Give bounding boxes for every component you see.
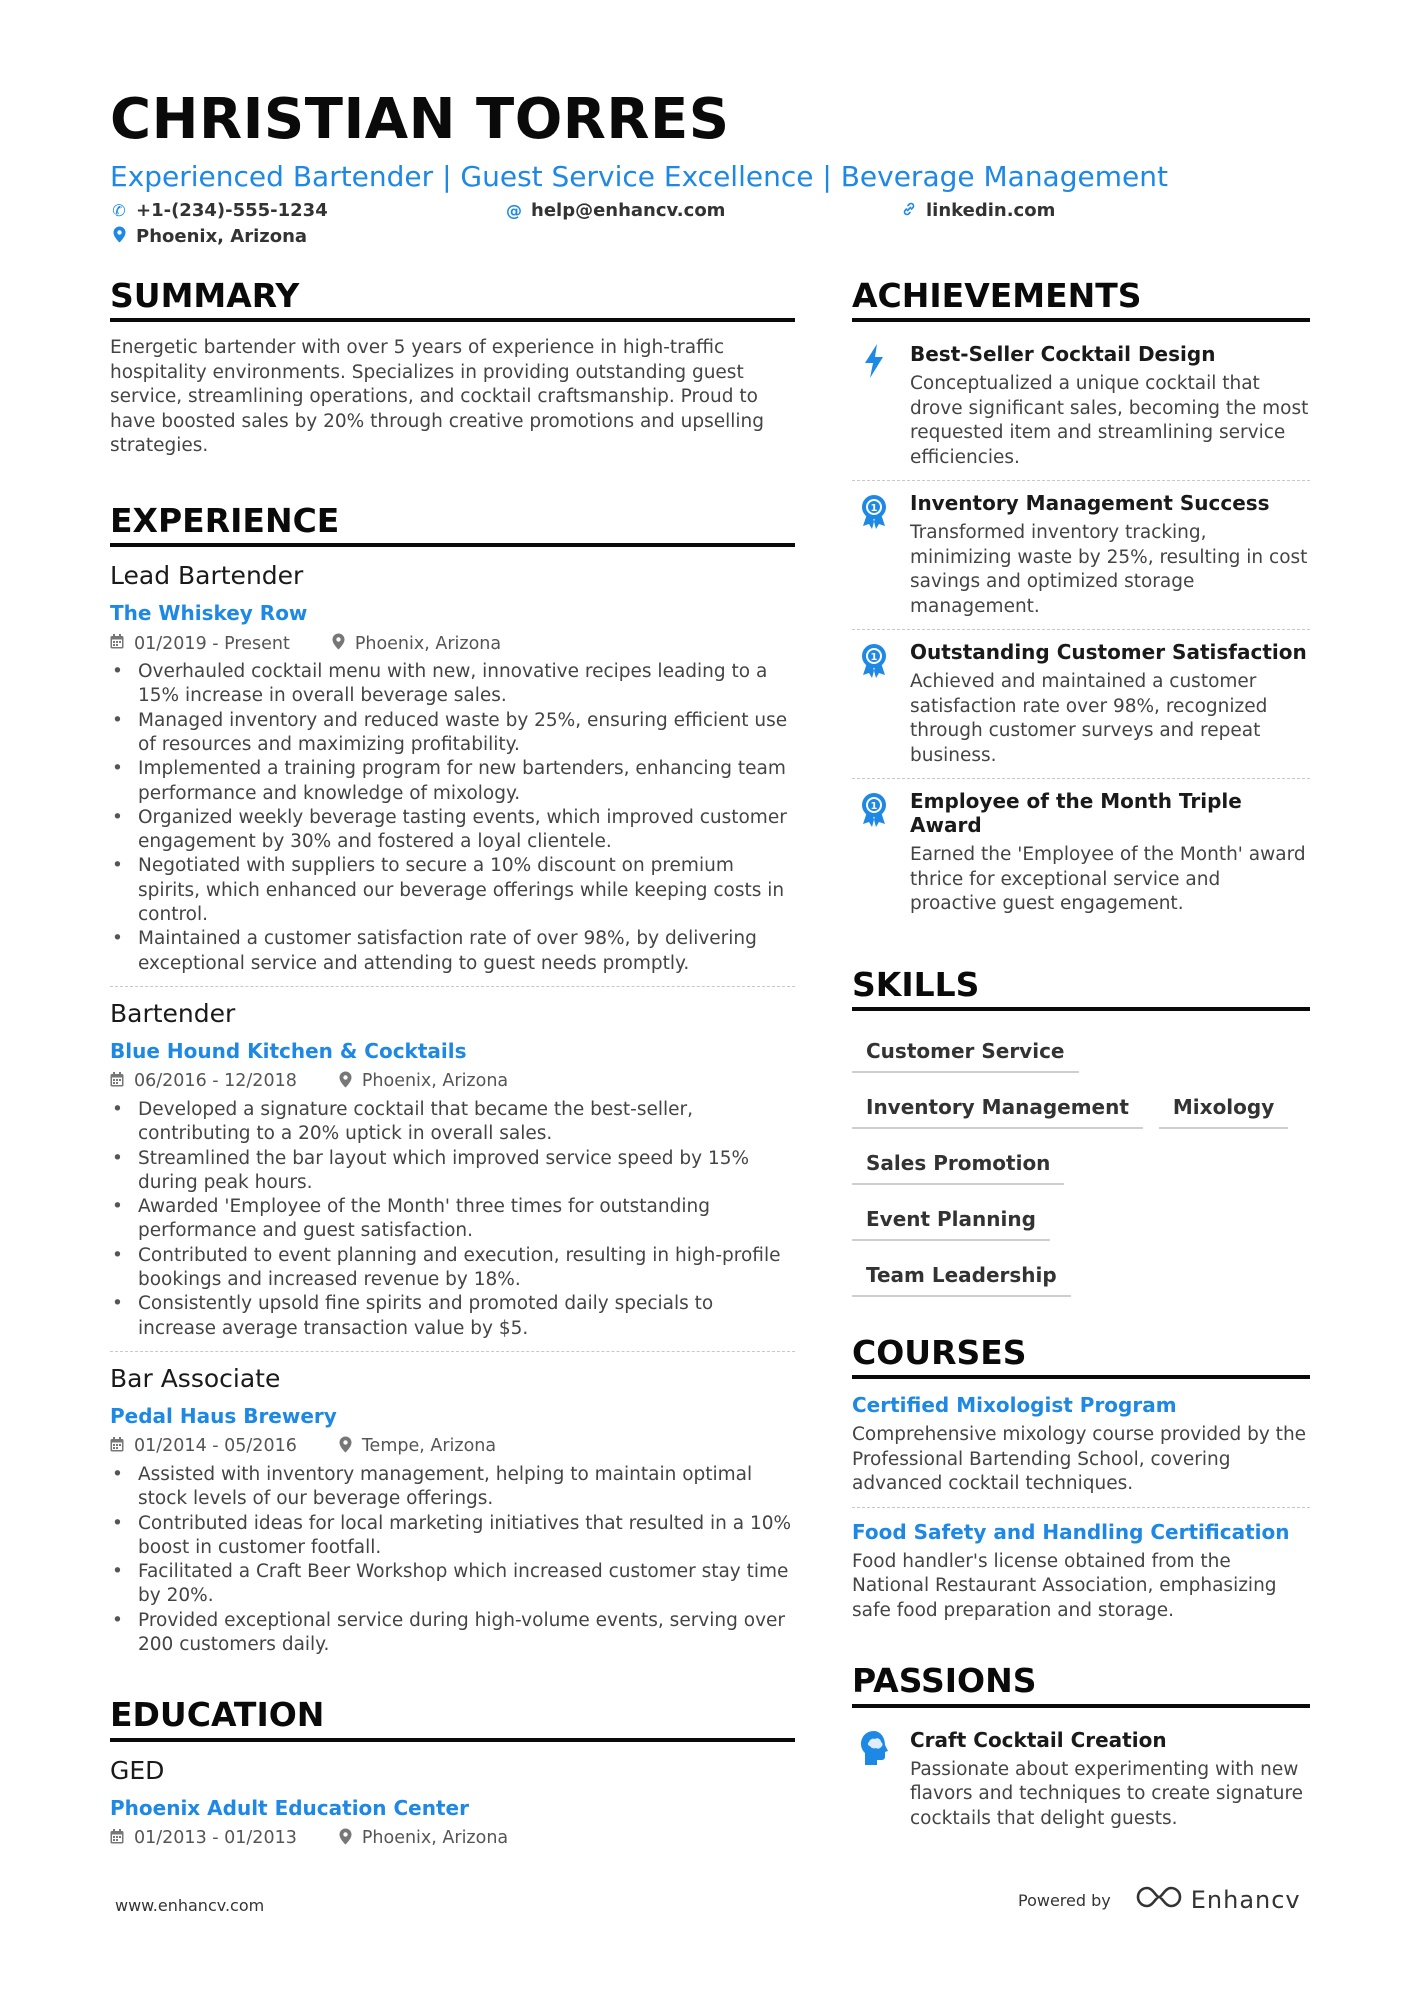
skills-section bbox=[852, 964, 1310, 1297]
location-pin-icon bbox=[110, 226, 128, 247]
contact-location bbox=[110, 226, 307, 247]
course-title: Certified Mixologist Program bbox=[852, 1393, 1177, 1418]
svg-text:1: 1 bbox=[870, 652, 878, 664]
job-title: Bar Associate bbox=[110, 1363, 281, 1393]
skills-heading: SKILLS bbox=[852, 967, 1310, 1011]
job-meta bbox=[110, 1071, 795, 1092]
company-name: Blue Hound Kitchen & Cocktails bbox=[110, 1038, 467, 1063]
job-dates: 01/2019 - Present bbox=[134, 633, 290, 654]
job-title: Bartender bbox=[110, 998, 236, 1028]
footer-branding bbox=[1018, 1884, 1301, 1916]
award-ribbon-icon bbox=[852, 789, 896, 917]
achievement-text: Conceptualized a unique cocktail that drove significant sales, becoming the most requested item and streamlining service efficiencies. bbox=[910, 373, 1309, 468]
bullet-item: • Overhauled cocktail menu with new, innovative recipes leading to a 15% increase in overall beverage sales. bbox=[110, 660, 795, 709]
job-location: Phoenix, Arizona bbox=[361, 1071, 509, 1092]
candidate-name: CHRISTIAN TORRES bbox=[110, 87, 730, 152]
bullet-item: • Awarded 'Employee of the Month' three times for outstanding performance and guest satisfaction. bbox=[110, 1195, 795, 1244]
job-entry bbox=[110, 999, 795, 1341]
bullet-item: • Managed inventory and reduced waste by 25%, ensuring efficient use of resources and maximizing profitability. bbox=[110, 709, 795, 758]
skill-tag: Mixology bbox=[1159, 1087, 1288, 1129]
summary-heading: SUMMARY bbox=[110, 278, 795, 322]
passion-title: Craft Cocktail Creation bbox=[910, 1727, 1167, 1752]
enhancv-logo-icon bbox=[1135, 1884, 1183, 1916]
skill-tag: Customer Service bbox=[852, 1031, 1079, 1073]
achievement-text: Transformed inventory tracking, minimizing waste by 25%, resulting in cost savings and optimized storage management. bbox=[910, 522, 1308, 617]
achievement-item bbox=[852, 634, 1310, 778]
location-pin-icon bbox=[339, 1828, 352, 1849]
job-bullets bbox=[110, 1463, 795, 1657]
summary-text: Energetic bartender with over 5 years of experience in high-traffic hospitality environments. Specializes in providing outstanding guest service, streamlining operations, and cocktail craftsmanship. Proud to have boosted sales by 20% through creative promotions and upselling strategies. bbox=[110, 337, 765, 457]
bullet-item: • Contributed ideas for local marketing initiatives that resulted in a 10% boost in customer footfall. bbox=[110, 1512, 795, 1561]
contact-phone[interactable] bbox=[110, 200, 328, 221]
company-name: Pedal Haus Brewery bbox=[110, 1403, 337, 1428]
bolt-icon bbox=[852, 342, 896, 470]
skill-tag: Team Leadership bbox=[852, 1255, 1071, 1297]
company-name: The Whiskey Row bbox=[110, 601, 308, 626]
job-entry bbox=[110, 1364, 795, 1657]
brand-name: Enhancv bbox=[1190, 1886, 1301, 1914]
job-bullets bbox=[110, 660, 795, 976]
course-item bbox=[852, 1393, 1310, 1497]
email-text: help@enhancv.com bbox=[531, 200, 726, 221]
bullet-item: • Assisted with inventory management, helping to maintain optimal stock levels of our beverage offerings. bbox=[110, 1463, 795, 1512]
divider bbox=[110, 1351, 795, 1352]
right-column bbox=[852, 278, 1310, 1841]
bullet-item: • Streamlined the bar layout which improved service speed by 15% during peak hours. bbox=[110, 1147, 795, 1196]
svg-text:1: 1 bbox=[870, 801, 878, 813]
candidate-headline: Experienced Bartender | Guest Service Excellence | Beverage Management bbox=[110, 160, 1168, 193]
education-meta bbox=[110, 1828, 795, 1849]
divider bbox=[852, 778, 1310, 779]
calendar-icon bbox=[110, 1072, 124, 1091]
calendar-icon bbox=[110, 1829, 124, 1848]
powered-by-text: Powered by bbox=[1018, 1890, 1111, 1910]
bullet-item: • Consistently upsold fine spirits and promoted daily specials to increase average transaction value by $5. bbox=[110, 1292, 795, 1341]
location-text: Phoenix, Arizona bbox=[136, 226, 308, 247]
location-pin-icon bbox=[339, 1436, 352, 1457]
divider bbox=[852, 629, 1310, 630]
contact-linkedin[interactable] bbox=[900, 200, 1055, 221]
experience-heading: EXPERIENCE bbox=[110, 503, 795, 547]
job-location: Tempe, Arizona bbox=[361, 1436, 497, 1457]
job-dates: 06/2016 - 12/2018 bbox=[134, 1071, 297, 1092]
course-item bbox=[852, 1520, 1310, 1624]
bullet-item: • Maintained a customer satisfaction rate of over 98%, by delivering exceptional service and attending to guest needs promptly. bbox=[110, 927, 795, 976]
bullet-item: • Implemented a training program for new bartenders, enhancing team performance and knowledge of mixology. bbox=[110, 757, 795, 806]
education-heading: EDUCATION bbox=[110, 1697, 795, 1741]
achievement-title: Employee of the Month Triple Award bbox=[910, 789, 1242, 838]
skill-tag: Sales Promotion bbox=[852, 1143, 1064, 1185]
svg-text:1: 1 bbox=[870, 503, 878, 515]
bullet-item: • Developed a signature cocktail that became the best-seller, contributing to a 20% uptick in overall sales. bbox=[110, 1098, 795, 1147]
brand-logo[interactable] bbox=[1135, 1884, 1301, 1916]
phone-text: +1-(234)-555-1234 bbox=[136, 200, 328, 221]
experience-section bbox=[110, 500, 795, 1658]
phone-icon: ✆ bbox=[112, 201, 126, 220]
courses-section bbox=[852, 1335, 1310, 1623]
skill-tag: Event Planning bbox=[852, 1199, 1050, 1241]
passion-item bbox=[852, 1722, 1310, 1842]
job-dates: 01/2014 - 05/2016 bbox=[134, 1436, 297, 1457]
award-ribbon-icon bbox=[852, 640, 896, 768]
achievement-title: Inventory Management Success bbox=[910, 491, 1270, 516]
footer-website[interactable]: www.enhancv.com bbox=[115, 1896, 265, 1915]
summary-section bbox=[110, 278, 795, 459]
passions-heading: PASSIONS bbox=[852, 1663, 1310, 1707]
link-icon bbox=[900, 201, 918, 221]
education-location: Phoenix, Arizona bbox=[361, 1828, 509, 1849]
bullet-item: • Facilitated a Craft Beer Workshop which increased customer stay time by 20%. bbox=[110, 1560, 795, 1609]
achievement-item bbox=[852, 336, 1310, 480]
linkedin-text: linkedin.com bbox=[926, 200, 1056, 221]
job-location: Phoenix, Arizona bbox=[354, 633, 502, 654]
contact-email[interactable] bbox=[505, 200, 725, 221]
achievement-title: Outstanding Customer Satisfaction bbox=[910, 640, 1307, 665]
divider bbox=[110, 986, 795, 987]
head-brain-icon bbox=[852, 1728, 896, 1832]
calendar-icon bbox=[110, 1437, 124, 1456]
skill-tag: Inventory Management bbox=[852, 1087, 1143, 1129]
contact-info bbox=[110, 200, 1310, 260]
education-dates: 01/2013 - 01/2013 bbox=[134, 1828, 297, 1849]
bullet-item: • Organized weekly beverage tasting events, which improved customer engagement by 30% and fostered a loyal clientele. bbox=[110, 806, 795, 855]
achievements-heading: ACHIEVEMENTS bbox=[852, 278, 1310, 322]
achievement-item bbox=[852, 485, 1310, 629]
passions-section bbox=[852, 1663, 1310, 1841]
course-text: Comprehensive mixology course provided by the Professional Bartending School, covering advanced cocktail techniques. bbox=[852, 1424, 1307, 1495]
bullet-item: • Contributed to event planning and execution, resulting in high-profile bookings and increased revenue by 18%. bbox=[110, 1244, 795, 1293]
achievement-title: Best-Seller Cocktail Design bbox=[910, 342, 1216, 367]
calendar-icon bbox=[110, 634, 124, 653]
location-pin-icon bbox=[339, 1071, 352, 1092]
location-pin-icon bbox=[332, 633, 345, 654]
at-sign-icon: @ bbox=[506, 201, 522, 220]
course-text: Food handler's license obtained from the National Restaurant Association, emphasizing safe food preparation and storage. bbox=[852, 1550, 1277, 1621]
degree-title: GED bbox=[110, 1755, 165, 1785]
bullet-item: • Provided exceptional service during high-volume events, serving over 200 customers daily. bbox=[110, 1609, 795, 1658]
school-name: Phoenix Adult Education Center bbox=[110, 1795, 469, 1820]
job-bullets bbox=[110, 1098, 795, 1341]
divider bbox=[852, 480, 1310, 481]
divider bbox=[852, 1507, 1310, 1508]
job-entry bbox=[110, 561, 795, 976]
achievements-section bbox=[852, 278, 1310, 927]
left-column bbox=[110, 278, 795, 1849]
achievement-item bbox=[852, 783, 1310, 927]
courses-heading: COURSES bbox=[852, 1335, 1310, 1379]
achievement-text: Achieved and maintained a customer satisfaction rate over 98%, recognized through customer surveys and repeat business. bbox=[910, 671, 1268, 766]
award-ribbon-icon bbox=[852, 491, 896, 619]
job-meta bbox=[110, 1436, 795, 1457]
course-title: Food Safety and Handling Certification bbox=[852, 1519, 1290, 1544]
skills-list bbox=[852, 1025, 1310, 1297]
job-meta bbox=[110, 633, 795, 654]
achievement-text: Earned the 'Employee of the Month' award thrice for exceptional service and proactive guest engagement. bbox=[910, 844, 1306, 915]
job-title: Lead Bartender bbox=[110, 561, 304, 591]
passion-text: Passionate about experimenting with new flavors and techniques to create signature cocktails that delight guests. bbox=[910, 1758, 1304, 1829]
bullet-item: • Negotiated with suppliers to secure a 10% discount on premium spirits, which enhanced our beverage offerings while keeping costs in control. bbox=[110, 854, 795, 927]
education-section bbox=[110, 1697, 795, 1848]
